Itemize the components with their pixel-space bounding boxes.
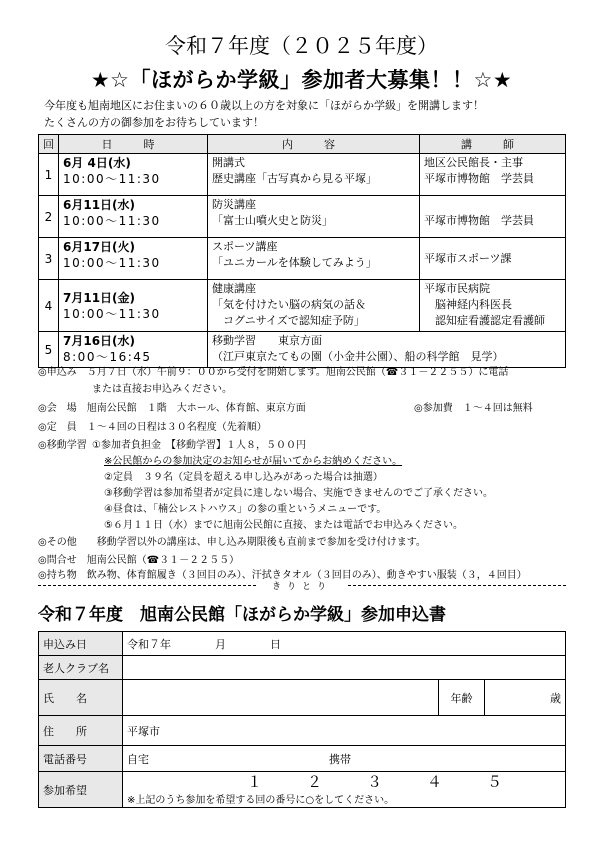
session-content: 開講式: [212, 156, 245, 169]
session-time: 10:00～11:30: [63, 306, 161, 321]
mobile-info-1: ①参加者負担金 【移動学習】１人８，５００円: [92, 440, 306, 451]
form-title: 令和７年度 旭南公民館「ほがらか学級」参加申込書: [38, 605, 446, 625]
session-lecturer: 脳神経内科医長: [424, 298, 512, 311]
session-date: 6月11日(水): [63, 198, 136, 212]
other-info: ◎その他 移動学習以外の講座は、申し込み期限後も直前まで参加を受け付けます。: [38, 537, 426, 548]
wish-numbers: １ ２ ３ ４ ５: [247, 773, 503, 791]
session-content: コグニサイズで認知症予防」: [212, 314, 365, 327]
apply-info-2: または直接お申込みください。: [92, 384, 232, 395]
wish-note: ※上記のうち参加を希望する回の番号に○をしてください。: [127, 795, 395, 806]
age-field[interactable]: [485, 680, 566, 716]
session-number: 4: [39, 280, 59, 332]
session-lecturer: 平塚市博物館 学芸員: [424, 214, 534, 227]
mobile-info-1b: ※公民館からの参加決定のお知らせが届いてからお納めください。: [104, 456, 403, 467]
session-lecturer: 認知症看護認定看護師: [424, 314, 545, 327]
cut-dash-left: [38, 585, 256, 586]
mobile-info-4: ④昼食は、「楠公レストハウス」の参の重というメニューです。: [104, 504, 387, 515]
cut-line: [38, 579, 566, 592]
header-content: 内 容: [208, 135, 420, 154]
session-time: 8:00～16:45: [63, 350, 152, 364]
session-date: 7月11日(金): [63, 290, 136, 305]
session-content: 「ユニカールを体験してみよう」: [212, 256, 377, 269]
page-title-main: ★☆「ほがらか学級」参加者大募集！！☆★: [90, 68, 513, 92]
address-label: 住 所: [39, 716, 123, 746]
age-unit: 歳: [550, 691, 561, 705]
session-lecturer: 地区公民館長・主事: [424, 156, 523, 169]
session-content: 歴史講座「古写真から見る平塚」: [212, 172, 377, 185]
cut-label: きりとり: [272, 582, 333, 592]
session-time: 10:00～11:30: [63, 214, 161, 228]
date-field[interactable]: 令和７年 月 日: [123, 632, 566, 656]
fee-info: ◎参加費 １～４回は無料: [414, 403, 533, 414]
venue-info: ◎会 場 旭南公民館 １階 大ホール、体育館、東京方面: [38, 403, 306, 414]
items-info: ◎持ち物 飲み物、体育館履き（３回目のみ）、汗拭きタオル（３回目のみ）、動きやすい服装（３，４回目）: [38, 570, 527, 581]
session-content: 「気を付けたい脳の病気の話＆: [212, 298, 366, 311]
session-content: スポーツ講座: [212, 240, 278, 253]
schedule-row: [39, 196, 566, 238]
intro-line-1: 今年度も旭南地区にお住まいの６０歳以上の方を対象に「ほがらか学級」を開講します！: [44, 99, 484, 112]
contact-info: ◎問合せ 旭南公民館（☎３１－２２５５）: [38, 555, 240, 566]
club-field[interactable]: [123, 656, 566, 680]
header-lecturer: 講 師: [420, 135, 566, 154]
session-date: 6月17日(火): [63, 240, 136, 254]
session-number: 3: [39, 238, 59, 280]
session-number: 1: [39, 154, 59, 196]
mobile-info-2: ②定員 ３９名（定員を超える申し込みがあった場合は抽選）: [104, 472, 383, 483]
phone-field[interactable]: [123, 746, 566, 772]
session-number: 5: [39, 332, 59, 368]
session-number: 2: [39, 196, 59, 238]
session-content: 防災講座: [212, 198, 256, 211]
phone-label: 電話番号: [39, 746, 123, 772]
session-date: 6月 4日(水): [63, 156, 131, 170]
intro-line-2: たくさんの方の御参加をお待ちしています！: [44, 116, 264, 129]
session-lecturer: 平塚市博物館 学芸員: [424, 172, 534, 185]
age-label: 年齢: [439, 680, 485, 716]
session-time: 10:00～11:30: [63, 256, 161, 270]
mobile-label: ◎移動学習: [38, 440, 87, 451]
session-date: 7月16日(水): [63, 334, 136, 348]
schedule-row: [39, 154, 566, 196]
session-content: （江戸東京たてもの園（小金井公園）、船の科学館 見学）: [212, 350, 504, 363]
mobile-info-5: ⑤６月１１日（水）までに旭南公民館に直接、または電話でお申込みください。: [104, 520, 463, 531]
wish-field[interactable]: [123, 772, 566, 808]
capacity-info: ◎定 員 １～４回の日程は３０名程度（先着順）: [38, 422, 267, 433]
schedule-table: [38, 134, 566, 368]
session-time: 10:00～11:30: [63, 172, 161, 186]
schedule-row: [39, 238, 566, 280]
wish-label: 参加希望: [39, 772, 123, 808]
cut-dash-right: [348, 585, 566, 586]
mobile-info-3: ③移動学習は参加希望者が定員に達しない場合、実施できませんのでご了承ください。: [104, 488, 493, 499]
session-content: 「富士山噴火史と防災」: [212, 214, 333, 227]
club-label: 老人クラブ名: [39, 656, 123, 680]
page-title-year: 令和７年度（２０２５年度）: [165, 34, 438, 58]
phone-home-label: 自宅: [127, 752, 149, 766]
name-label: 氏 名: [39, 680, 123, 716]
session-lecturer: 平塚市スポーツ課: [424, 251, 512, 265]
schedule-row: [39, 280, 566, 332]
session-lecturer: [424, 197, 561, 213]
schedule-header-row: [39, 135, 566, 154]
session-content: 健康講座: [212, 282, 256, 295]
date-label: 申込み日: [39, 632, 123, 656]
address-field[interactable]: 平塚市: [123, 716, 566, 746]
session-content: 移動学習 東京方面: [212, 334, 322, 347]
session-lecturer: 平塚市民病院: [424, 282, 490, 295]
header-datetime: 日 時: [59, 135, 208, 154]
phone-mobile-label: 携帯: [329, 752, 351, 766]
application-form: [38, 631, 566, 808]
header-no: 回: [39, 135, 59, 154]
apply-info-1: ◎申込み ５月７日（水）午前９：００から受付を開始します。旭南公民館（☎３１－２２５５）に電話: [38, 367, 509, 378]
name-field[interactable]: [123, 680, 439, 716]
